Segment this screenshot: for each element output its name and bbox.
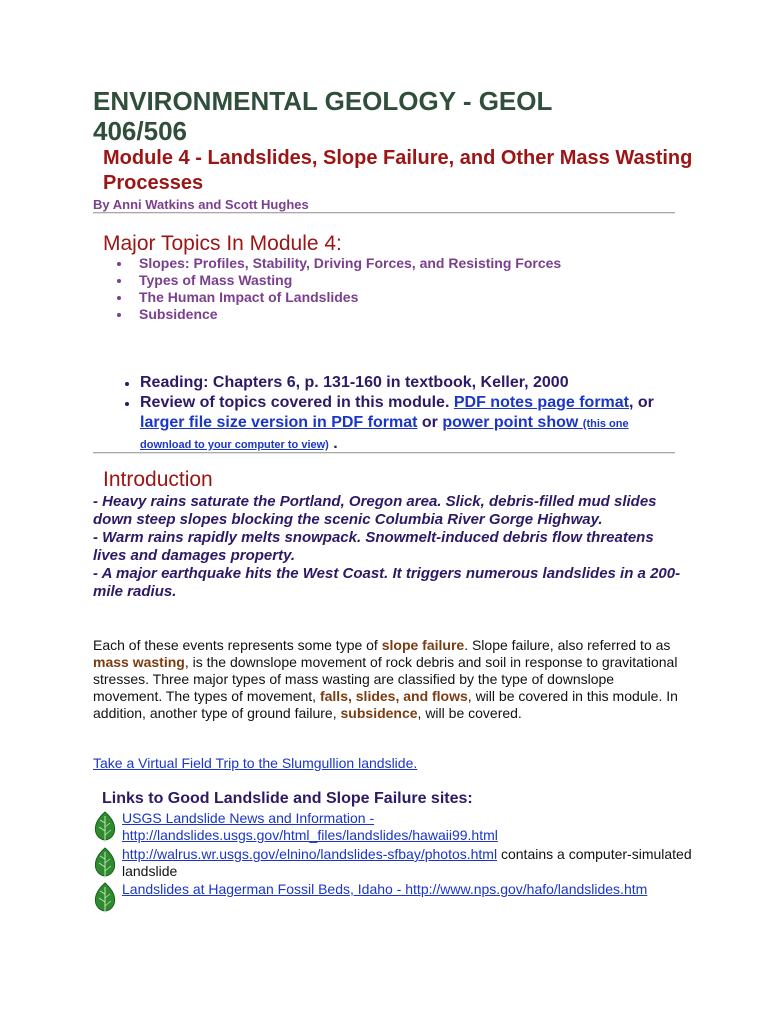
pdf-large-link[interactable]: larger file size version in PDF format <box>140 414 418 431</box>
list-item: Slopes: Profiles, Stability, Driving Forces, and Resisting Forces <box>115 255 561 272</box>
links-heading: Links to Good Landslide and Slope Failure sites: <box>102 790 473 807</box>
term-subsidence: subsidence <box>340 705 418 721</box>
list-item: Types of Mass Wasting <box>115 272 561 289</box>
text: , will be covered. <box>417 705 522 721</box>
list-item: Subsidence <box>115 306 561 323</box>
event-text: - A major earthquake hits the West Coast. It triggers numerous landslides in a 200-mile radius. <box>93 565 681 600</box>
text: , will be covered in this module. In addition, another type of ground failure, <box>93 688 678 721</box>
term-slope-failure: slope failure <box>381 637 465 653</box>
list-item: The Human Impact of Landslides <box>115 289 561 306</box>
reading-item: Reading: Chapters 6, p. 131-160 in textbook, Keller, 2000 <box>125 373 665 393</box>
power-point-link-text: power point show <box>442 414 579 431</box>
divider-middle <box>93 452 675 454</box>
separator: or <box>421 414 438 431</box>
review-item <box>125 393 665 455</box>
text: , is the downslope movement of rock debris and soil in response to gravitational stresses. Three major types of mass wasting are classified by the type of downslope movement. The types of movement, <box>93 654 678 704</box>
introduction-heading: Introduction <box>103 468 213 491</box>
authors: By Anni Watkins and Scott Hughes <box>93 197 309 212</box>
reading-list <box>125 373 665 455</box>
review-text: Review of topics covered in this module. <box>140 394 450 411</box>
intro-paragraph <box>93 637 683 722</box>
divider-top <box>93 212 675 214</box>
page-title: ENVIRONMENTAL GEOLOGY - GEOL 406/506 <box>93 86 552 146</box>
leaf-icon <box>93 882 117 914</box>
link-text <box>122 810 712 844</box>
end-punct: . <box>333 435 338 452</box>
hagerman-fossil-beds-link[interactable]: Landslides at Hagerman Fossil Beds, Idaho - http://www.nps.gov/hafo/landslides.htm <box>122 881 648 897</box>
term-movement-types: falls, slides, and flows <box>319 688 468 704</box>
leaf-icon <box>93 847 117 879</box>
event-text: - Heavy rains saturate the Portland, Oregon area. Slick, debris-filled mud slides down steep slopes blocking the scenic Columbia River Gorge Highway. <box>93 493 657 528</box>
text: Each of these events represents some type of <box>93 637 378 653</box>
list-item <box>93 846 713 880</box>
power-point-note: (this one download to your computer to view) <box>140 418 629 451</box>
field-trip-link[interactable]: Take a Virtual Field Trip to the Slumgullion landslide. <box>93 755 418 771</box>
module-title: Module 4 - Landslides, Slope Failure, and Other Mass Wasting Processes <box>103 147 693 194</box>
link-suffix: contains a computer-simulated landslide <box>122 846 692 879</box>
leaf-icon <box>93 811 117 843</box>
list-item <box>93 881 713 915</box>
event-text: - Warm rains rapidly melts snowpack. Snowmelt-induced debris flow threatens lives and damages property. <box>93 529 654 564</box>
usgs-landslide-news-link[interactable]: USGS Landslide News and Information - http://landslides.usgs.gov/html_files/landslides/hawaii99.html <box>122 810 498 843</box>
walrus-usgs-link[interactable]: http://walrus.wr.usgs.gov/elnino/landslides-sfbay/photos.html <box>122 846 498 862</box>
major-topics-heading: Major Topics In Module 4: <box>103 232 342 255</box>
term-mass-wasting: mass wasting <box>93 654 185 670</box>
pdf-notes-link[interactable]: PDF notes page format <box>453 394 629 411</box>
topics-list <box>115 255 561 323</box>
link-text <box>122 881 712 898</box>
separator: , or <box>629 394 654 411</box>
link-text <box>122 846 712 880</box>
list-item <box>93 810 713 844</box>
intro-events <box>93 493 683 601</box>
text: . Slope failure, also referred to as <box>464 637 671 653</box>
